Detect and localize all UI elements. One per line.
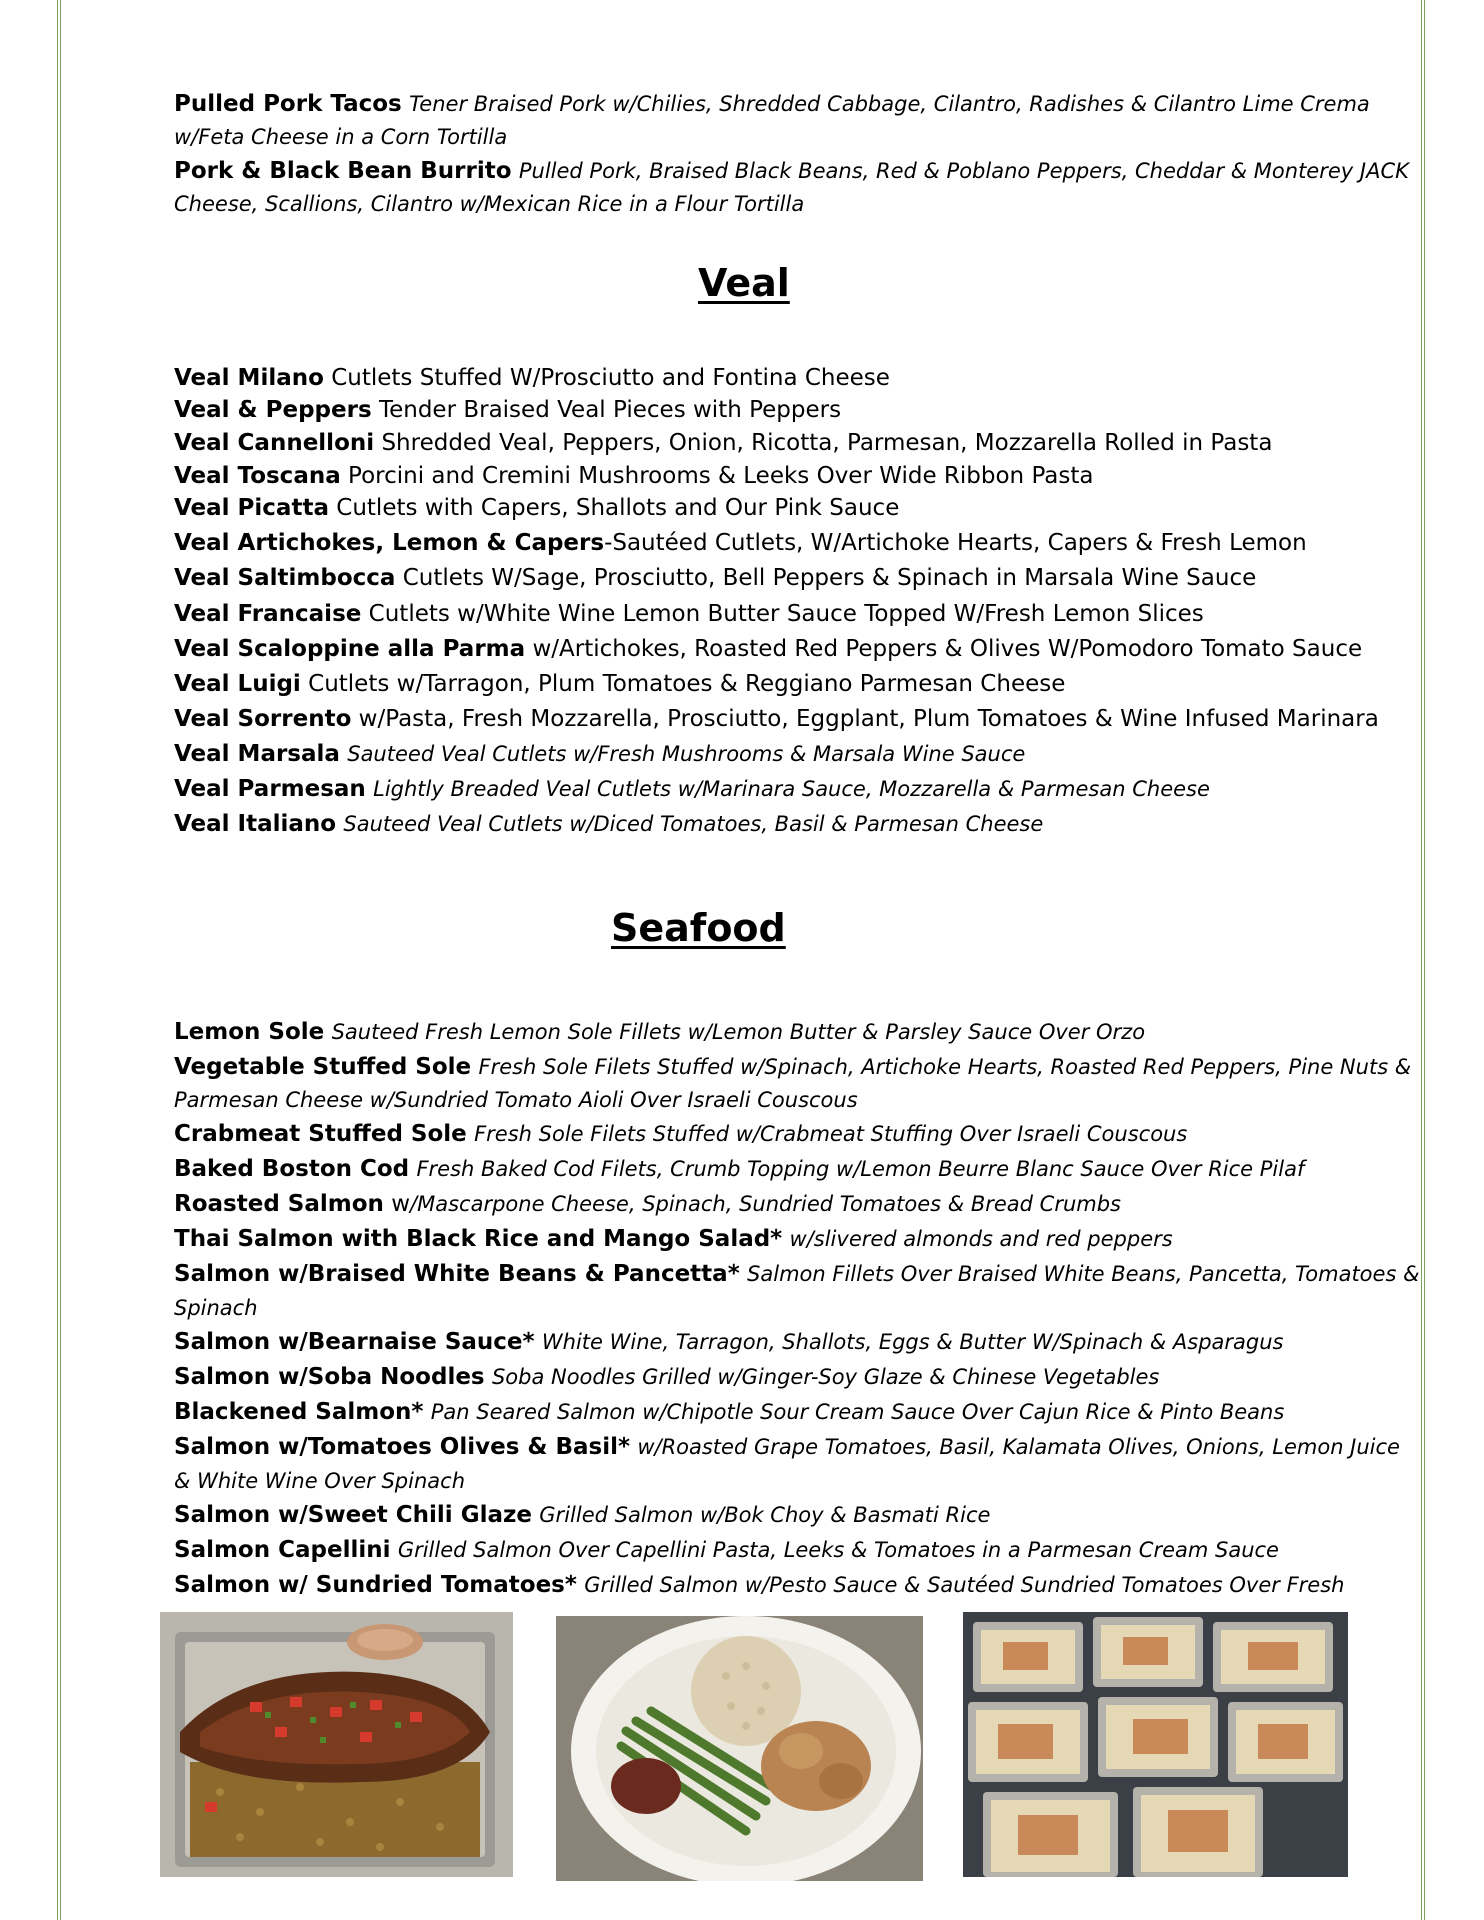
item-name: Salmon w/Braised White Beans & Pancetta* — [174, 1261, 740, 1287]
item-desc: Fresh Baked Cod Filets, Crumb Topping w/Lemon Beurre Blanc Sauce Over Rice Pilaf — [416, 1157, 1305, 1181]
menu-item — [174, 778, 1210, 801]
item-desc: Cutlets w/Tarragon, Plum Tomatoes & Reggiano Parmesan Cheese — [300, 671, 1066, 697]
item-name: Vegetable Stuffed Sole — [174, 1054, 472, 1080]
item-desc: w/Pasta, Fresh Mozzarella, Prosciutto, Eggplant, Plum Tomatoes & Wine Infused Marinara — [351, 706, 1379, 732]
menu-item — [174, 399, 841, 422]
item-name: Salmon w/Bearnaise Sauce* — [174, 1329, 535, 1355]
item-desc: Porcini and Cremini Mushrooms & Leeks Over Wide Ribbon Pasta — [340, 463, 1094, 489]
menu-item — [174, 673, 1065, 696]
item-desc: w/Roasted Grape Tomatoes, Basil, Kalamata Olives, Onions, Lemon Juice — [637, 1435, 1400, 1459]
menu-item — [174, 638, 1362, 661]
menu-item — [174, 1056, 1411, 1079]
item-name: Salmon w/Sweet Chili Glaze — [174, 1502, 532, 1528]
menu-item — [174, 1574, 1344, 1597]
menu-item — [174, 160, 1409, 183]
item-name: Crabmeat Stuffed Sole — [174, 1121, 467, 1147]
item-desc: Pulled Pork, Braised Black Beans, Red & Poblano Peppers, Cheddar & Monterey JACK — [518, 159, 1409, 183]
item-desc: Cutlets with Capers, Shallots and Our Pink Sauce — [328, 495, 900, 521]
menu-item — [174, 567, 1256, 590]
menu-item — [174, 1401, 1284, 1424]
item-desc: Soba Noodles Grilled w/Ginger-Soy Glaze & Chinese Vegetables — [491, 1365, 1160, 1389]
item-name: Salmon w/Soba Noodles — [174, 1364, 485, 1390]
photo-salmon-couscous-plate — [556, 1616, 923, 1881]
menu-item — [174, 432, 1272, 455]
menu-item — [174, 708, 1379, 731]
page-border-left — [57, 0, 61, 1920]
photo-salmon-noodle-trays — [963, 1612, 1348, 1877]
item-desc: Lightly Breaded Veal Cutlets w/Marinara Sauce, Mozzarella & Parmesan Cheese — [373, 777, 1210, 801]
item-name: Lemon Sole — [174, 1019, 325, 1045]
item-desc-cont: Cheese, Scallions, Cilantro w/Mexican Rice in a Flour Tortilla — [174, 192, 805, 216]
menu-item — [174, 367, 890, 390]
item-desc: Grilled Salmon Over Capellini Pasta, Leeks & Tomatoes in a Parmesan Cream Sauce — [397, 1538, 1279, 1562]
menu-item — [174, 1021, 1145, 1044]
item-name: Salmon w/Tomatoes Olives & Basil* — [174, 1434, 630, 1460]
menu-item — [174, 1228, 1173, 1251]
item-name: Veal Sorrento — [174, 706, 352, 732]
item-name: Veal Scaloppine alla Parma — [174, 636, 526, 662]
item-desc: Cutlets W/Sage, Prosciutto, Bell Peppers & Spinach in Marsala Wine Sauce — [395, 565, 1257, 591]
item-desc: Sauteed Veal Cutlets w/Fresh Mushrooms & Marsala Wine Sauce — [347, 742, 1026, 766]
item-desc: Grilled Salmon w/Bok Choy & Basmati Rice — [539, 1503, 991, 1527]
item-desc: Pan Seared Salmon w/Chipotle Sour Cream Sauce Over Cajun Rice & Pinto Beans — [430, 1400, 1285, 1424]
item-name: Veal Francaise — [174, 601, 362, 627]
menu-item — [174, 1539, 1279, 1562]
item-desc: Grilled Salmon w/Pesto Sauce & Sautéed Sundried Tomatoes Over Fresh — [584, 1573, 1345, 1597]
menu-item — [174, 1504, 990, 1527]
menu-item — [174, 1193, 1121, 1216]
item-name: Veal Luigi — [174, 671, 301, 697]
menu-item — [174, 497, 899, 520]
item-desc: Fresh Sole Filets Stuffed w/Crabmeat Stuffing Over Israeli Couscous — [474, 1122, 1188, 1146]
item-desc: Sauteed Veal Cutlets w/Diced Tomatoes, Basil & Parmesan Cheese — [343, 812, 1044, 836]
item-desc-cont: Spinach — [174, 1296, 258, 1320]
item-desc: Fresh Sole Filets Stuffed w/Spinach, Artichoke Hearts, Roasted Red Peppers, Pine Nuts & — [478, 1055, 1412, 1079]
item-name: Veal Artichokes, Lemon & Capers — [174, 530, 605, 556]
item-desc-cont: Parmesan Cheese w/Sundried Tomato Aioli Over Israeli Couscous — [174, 1088, 858, 1112]
menu-item — [174, 93, 1370, 116]
item-name: Salmon w/ Sundried Tomatoes* — [174, 1572, 577, 1598]
item-name: Roasted Salmon — [174, 1191, 384, 1217]
item-name: Veal Italiano — [174, 811, 337, 837]
item-name: Blackened Salmon* — [174, 1399, 424, 1425]
item-desc: w/Artichokes, Roasted Red Peppers & Olives W/Pomodoro Tomato Sauce — [525, 636, 1363, 662]
menu-item — [174, 813, 1043, 836]
item-name: Pulled Pork Tacos — [174, 91, 402, 117]
item-desc: -Sautéed Cutlets, W/Artichoke Hearts, Capers & Fresh Lemon — [604, 530, 1307, 556]
menu-item — [174, 1158, 1304, 1181]
item-desc: Cutlets Stuffed W/Prosciutto and Fontina Cheese — [323, 365, 890, 391]
menu-item — [174, 1366, 1159, 1389]
item-name: Veal Toscana — [174, 463, 341, 489]
photo-blackened-salmon — [160, 1612, 513, 1877]
menu-item — [174, 1263, 1419, 1286]
menu-item — [174, 1436, 1400, 1459]
menu-item — [174, 743, 1025, 766]
item-desc: w/slivered almonds and red peppers — [789, 1227, 1173, 1251]
item-name: Veal Cannelloni — [174, 430, 375, 456]
item-desc: Shredded Veal, Peppers, Onion, Ricotta, Parmesan, Mozzarella Rolled in Pasta — [374, 430, 1273, 456]
item-name: Salmon Capellini — [174, 1537, 391, 1563]
menu-item — [174, 1123, 1187, 1146]
item-desc: /Mascarpone Cheese, Spinach, Sundried Tomatoes & Bread Crumbs — [410, 1192, 1121, 1216]
menu-item — [174, 1331, 1284, 1354]
menu-item — [174, 532, 1307, 555]
item-name: Baked Boston Cod — [174, 1156, 410, 1182]
item-desc-cont: w/Feta Cheese in a Corn Tortilla — [174, 125, 508, 149]
item-desc: Sauteed Fresh Lemon Sole Fillets w/Lemon Butter & Parsley Sauce Over Orzo — [331, 1020, 1146, 1044]
item-name: Veal & Peppers — [174, 397, 372, 423]
item-desc-cont: & White Wine Over Spinach — [174, 1469, 466, 1493]
item-desc: Salmon Fillets Over Braised White Beans, Pancetta, Tomatoes & — [747, 1262, 1420, 1286]
menu-item — [174, 603, 1204, 626]
page-border-right — [1421, 0, 1425, 1920]
item-desc-prefix: w — [391, 1191, 411, 1217]
item-name: Veal Milano — [174, 365, 324, 391]
item-name: Veal Parmesan — [174, 776, 366, 802]
section-heading-seafood: Seafood — [611, 906, 786, 950]
menu-item — [174, 465, 1093, 488]
item-name: Thai Salmon with Black Rice and Mango Salad* — [174, 1226, 783, 1252]
item-name: Veal Picatta — [174, 495, 329, 521]
item-desc: Cutlets w/White Wine Lemon Butter Sauce Topped W/Fresh Lemon Slices — [361, 601, 1204, 627]
item-desc: White Wine, Tarragon, Shallots, Eggs & Butter W/Spinach & Asparagus — [541, 1330, 1284, 1354]
item-desc: Tender Braised Veal Pieces with Peppers — [371, 397, 842, 423]
section-heading-veal: Veal — [698, 261, 790, 305]
item-name: Veal Saltimbocca — [174, 565, 396, 591]
item-name: Veal Marsala — [174, 741, 340, 767]
item-name: Pork & Black Bean Burrito — [174, 158, 512, 184]
item-desc: Tener Braised Pork w/Chilies, Shredded Cabbage, Cilantro, Radishes & Cilantro Lime Crema — [409, 92, 1370, 116]
